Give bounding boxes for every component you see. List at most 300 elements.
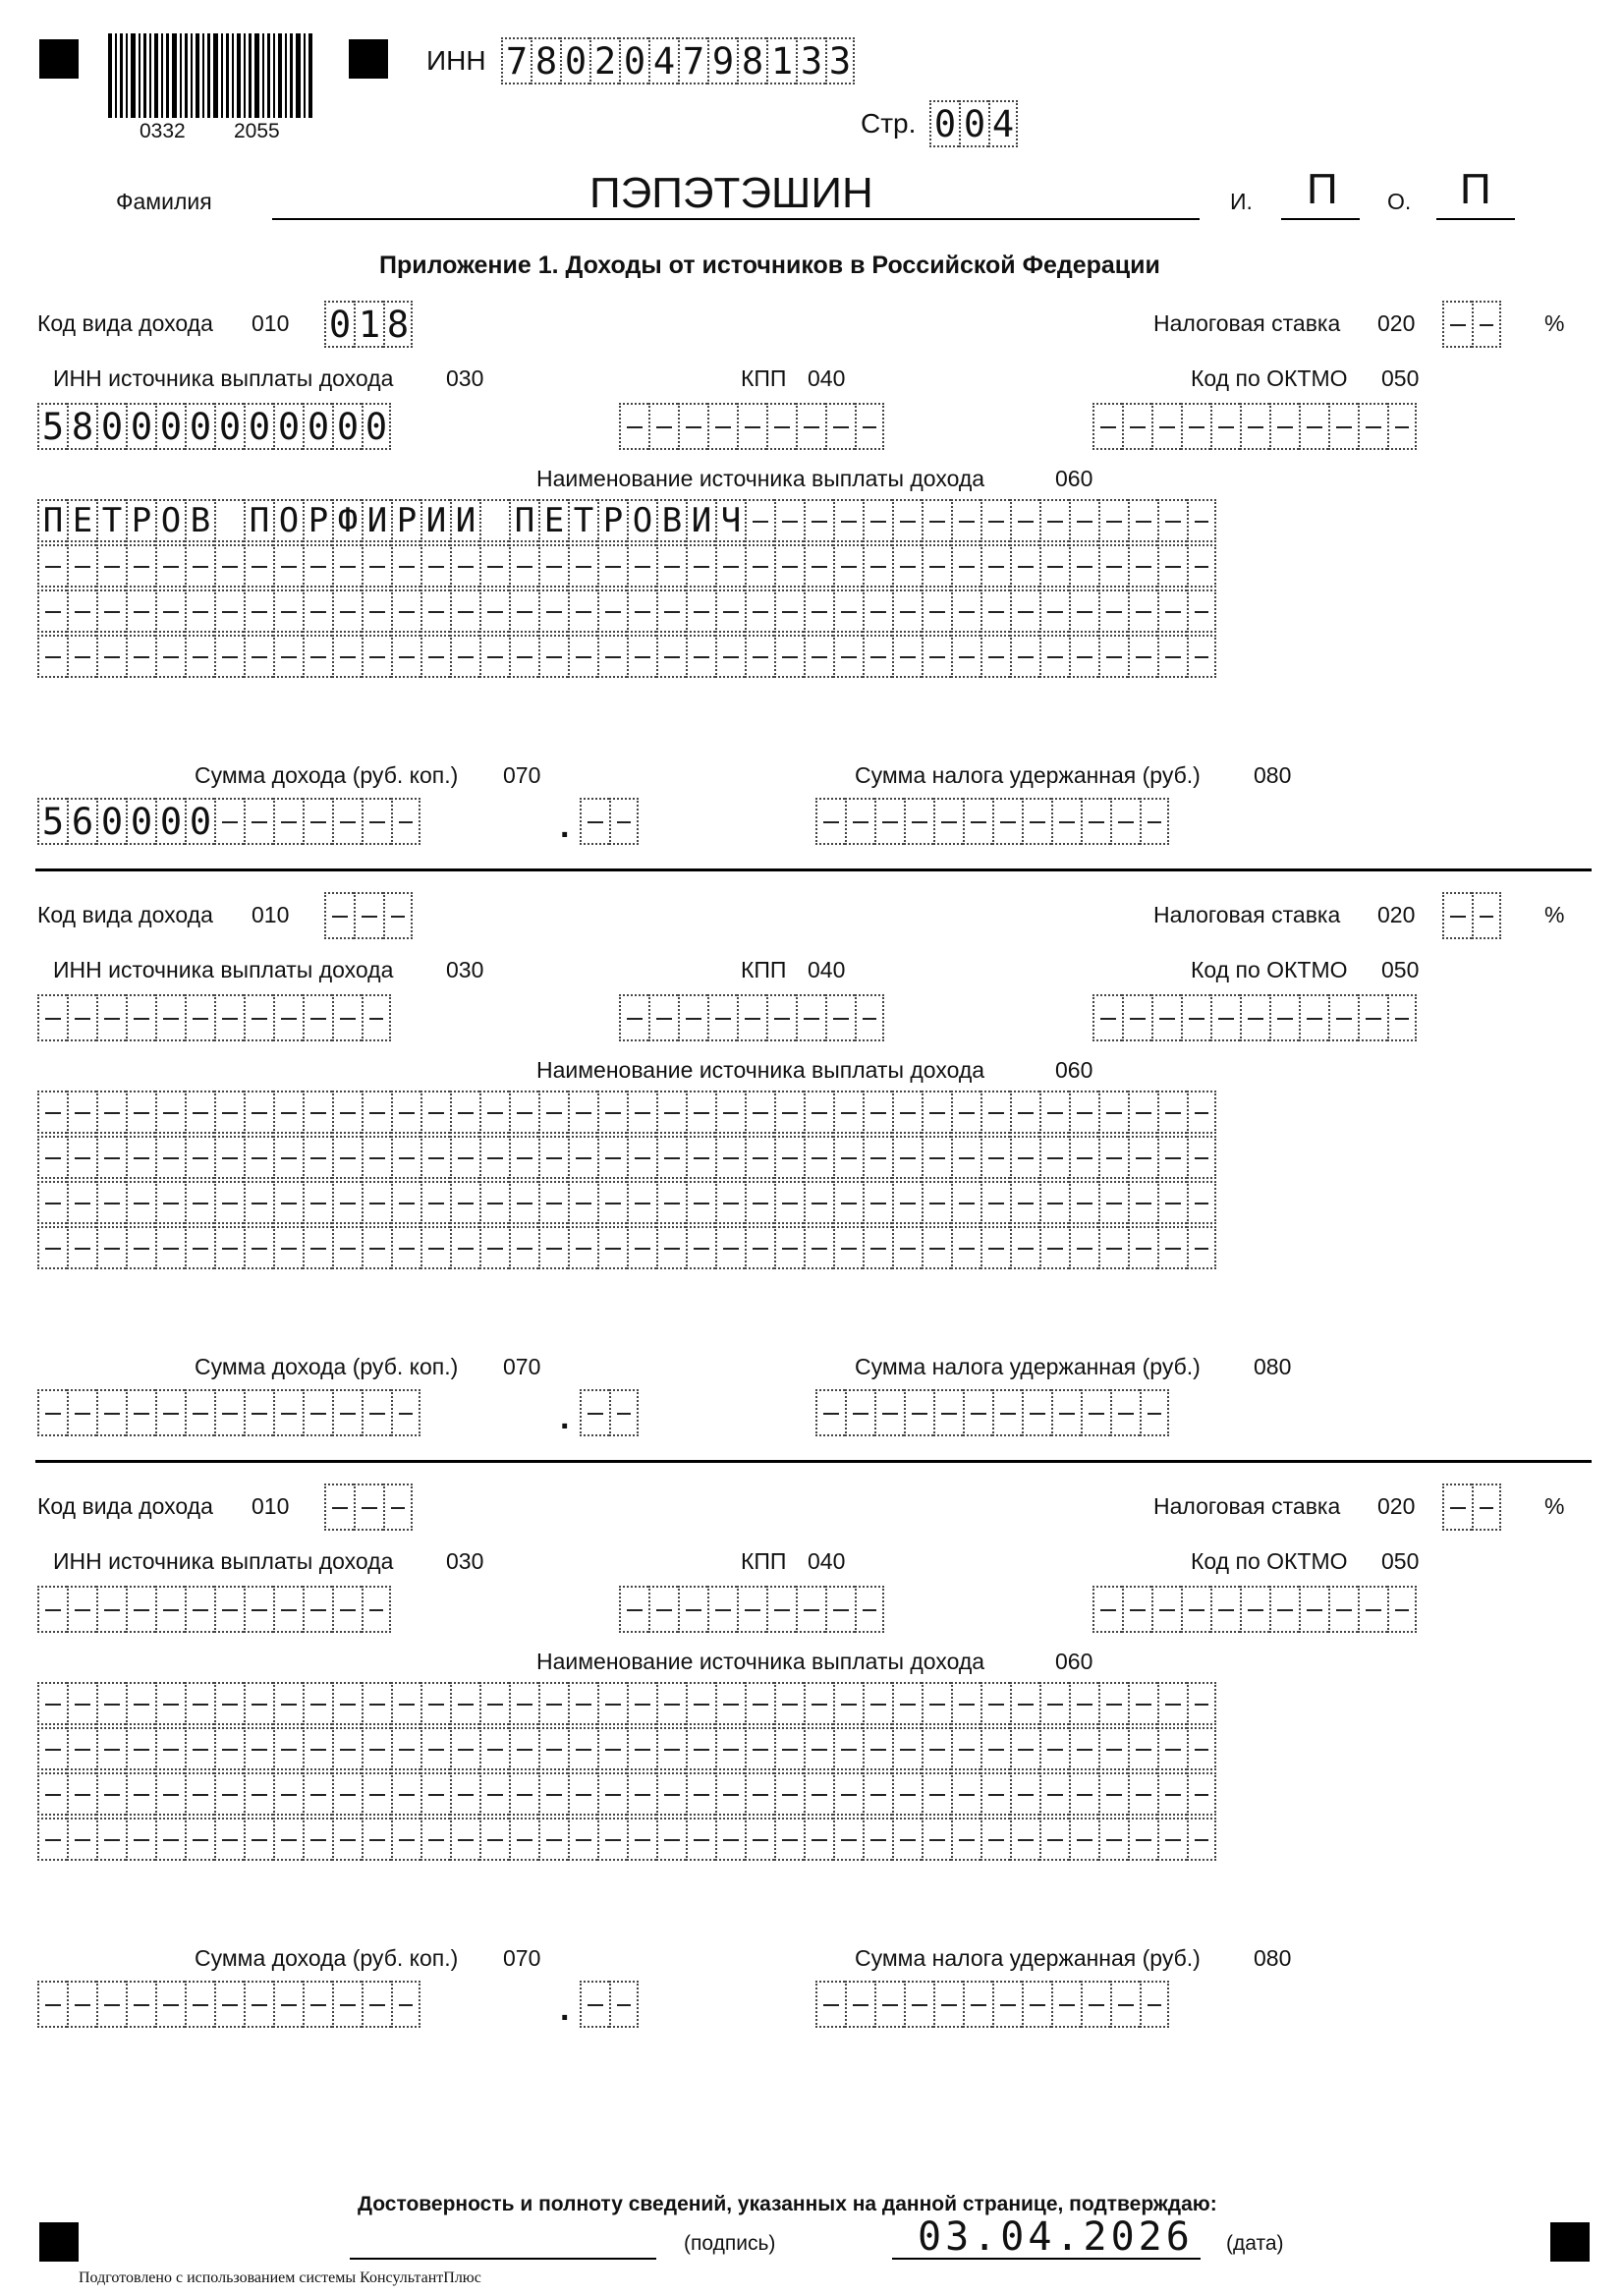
char-cell[interactable]	[737, 994, 766, 1041]
char-cell[interactable]	[1069, 1181, 1098, 1224]
block-1-source-inn-field[interactable]	[37, 403, 391, 450]
char-cell[interactable]	[1039, 499, 1069, 542]
char-cell[interactable]	[678, 1586, 707, 1633]
char-cell[interactable]	[715, 1181, 745, 1224]
char-cell[interactable]	[863, 1772, 892, 1816]
char-cell[interactable]	[214, 1772, 244, 1816]
char-cell[interactable]	[715, 544, 745, 588]
char-cell[interactable]	[1157, 1226, 1187, 1269]
char-cell[interactable]	[892, 635, 922, 678]
char-cell[interactable]	[1187, 1226, 1216, 1269]
char-cell[interactable]	[686, 1226, 715, 1269]
char-cell[interactable]	[332, 1682, 362, 1725]
char-cell[interactable]	[1128, 499, 1157, 542]
char-cell[interactable]	[980, 635, 1010, 678]
char-cell[interactable]	[96, 1682, 126, 1725]
char-cell[interactable]	[214, 1727, 244, 1770]
char-cell[interactable]	[833, 1727, 863, 1770]
char-cell[interactable]	[479, 635, 509, 678]
char-cell[interactable]	[273, 1389, 303, 1436]
char-cell[interactable]	[450, 1136, 479, 1179]
char-cell[interactable]	[214, 798, 244, 845]
char-cell[interactable]: 0	[185, 403, 214, 450]
char-cell[interactable]	[1387, 1586, 1417, 1633]
char-cell[interactable]	[126, 1136, 155, 1179]
char-cell[interactable]	[244, 1727, 273, 1770]
char-cell[interactable]	[303, 1818, 332, 1861]
char-cell[interactable]	[244, 1136, 273, 1179]
char-cell[interactable]	[214, 589, 244, 633]
char-cell[interactable]	[904, 1389, 933, 1436]
char-cell[interactable]	[1157, 544, 1187, 588]
char-cell[interactable]	[1069, 589, 1098, 633]
char-cell[interactable]	[951, 1682, 980, 1725]
char-cell[interactable]	[922, 1136, 951, 1179]
char-cell[interactable]	[538, 635, 568, 678]
char-cell[interactable]	[922, 1772, 951, 1816]
char-cell[interactable]	[863, 499, 892, 542]
char-cell[interactable]	[155, 1136, 185, 1179]
char-cell[interactable]	[568, 1136, 597, 1179]
char-cell[interactable]	[715, 1226, 745, 1269]
char-cell[interactable]	[1010, 1727, 1039, 1770]
char-cell[interactable]	[656, 1226, 686, 1269]
char-cell[interactable]	[904, 798, 933, 845]
char-cell[interactable]	[1157, 1181, 1187, 1224]
char-cell[interactable]	[450, 1772, 479, 1816]
char-cell[interactable]	[96, 1226, 126, 1269]
char-cell[interactable]	[922, 1727, 951, 1770]
char-cell[interactable]	[1069, 1727, 1098, 1770]
char-cell[interactable]	[1010, 499, 1039, 542]
char-cell[interactable]: 0	[332, 403, 362, 450]
char-cell[interactable]	[538, 1181, 568, 1224]
char-cell[interactable]: 0	[126, 403, 155, 450]
char-cell[interactable]	[863, 1727, 892, 1770]
char-cell[interactable]	[214, 1682, 244, 1725]
char-cell[interactable]	[67, 1389, 96, 1436]
char-cell[interactable]: 1	[354, 301, 383, 348]
char-cell[interactable]	[833, 1682, 863, 1725]
char-cell[interactable]	[1442, 301, 1472, 348]
char-cell[interactable]	[863, 1091, 892, 1134]
char-cell[interactable]	[656, 1091, 686, 1134]
char-cell[interactable]	[303, 1682, 332, 1725]
char-cell[interactable]	[67, 589, 96, 633]
char-cell[interactable]	[963, 798, 992, 845]
char-cell[interactable]	[796, 994, 825, 1041]
char-cell[interactable]	[1187, 1727, 1216, 1770]
char-cell[interactable]	[715, 1772, 745, 1816]
char-cell[interactable]	[1098, 1136, 1128, 1179]
char-cell[interactable]	[126, 1981, 155, 2028]
char-cell[interactable]	[37, 1226, 67, 1269]
char-cell[interactable]	[37, 635, 67, 678]
char-cell[interactable]	[597, 589, 627, 633]
char-cell[interactable]	[1098, 1772, 1128, 1816]
char-cell[interactable]	[185, 1226, 214, 1269]
char-cell[interactable]: 0	[273, 403, 303, 450]
char-cell[interactable]	[509, 1772, 538, 1816]
char-cell[interactable]	[509, 1818, 538, 1861]
char-cell[interactable]	[1299, 1586, 1328, 1633]
char-cell[interactable]	[1157, 1818, 1187, 1861]
char-cell[interactable]	[686, 1818, 715, 1861]
char-cell[interactable]: 0	[96, 403, 126, 450]
char-cell[interactable]	[420, 1226, 450, 1269]
block-3-source-name-line-1[interactable]	[37, 1682, 1216, 1725]
char-cell[interactable]: И	[686, 499, 715, 542]
block-3-source-inn-field[interactable]	[37, 1586, 391, 1633]
char-cell[interactable]	[1022, 1981, 1051, 2028]
char-cell[interactable]	[597, 1181, 627, 1224]
char-cell[interactable]	[214, 1181, 244, 1224]
char-cell[interactable]	[815, 1981, 845, 2028]
char-cell[interactable]	[892, 499, 922, 542]
char-cell[interactable]	[273, 994, 303, 1041]
char-cell[interactable]	[538, 589, 568, 633]
char-cell[interactable]	[509, 1181, 538, 1224]
char-cell[interactable]	[303, 589, 332, 633]
char-cell[interactable]	[1328, 994, 1358, 1041]
char-cell[interactable]: П	[37, 499, 67, 542]
char-cell[interactable]	[597, 1091, 627, 1134]
char-cell[interactable]	[538, 1226, 568, 1269]
char-cell[interactable]	[1210, 994, 1240, 1041]
char-cell[interactable]	[804, 1226, 833, 1269]
char-cell[interactable]	[980, 1136, 1010, 1179]
char-cell[interactable]	[892, 589, 922, 633]
char-cell[interactable]	[332, 1091, 362, 1134]
char-cell[interactable]	[324, 1484, 354, 1531]
char-cell[interactable]: В	[656, 499, 686, 542]
char-cell[interactable]: Т	[568, 499, 597, 542]
char-cell[interactable]	[774, 544, 804, 588]
char-cell[interactable]	[597, 1727, 627, 1770]
char-cell[interactable]	[766, 403, 796, 450]
char-cell[interactable]	[214, 1981, 244, 2028]
char-cell[interactable]: 8	[383, 301, 413, 348]
block-3-oktmo-field[interactable]	[1092, 1586, 1417, 1633]
char-cell[interactable]	[597, 1818, 627, 1861]
block-3-source-name-line-4[interactable]	[37, 1818, 1216, 1861]
char-cell[interactable]	[509, 1727, 538, 1770]
char-cell[interactable]	[1010, 1136, 1039, 1179]
char-cell[interactable]: 0	[214, 403, 244, 450]
block-2-income-rub-field[interactable]	[37, 1389, 420, 1436]
char-cell[interactable]	[745, 589, 774, 633]
char-cell[interactable]	[1081, 798, 1110, 845]
char-cell[interactable]: Р	[391, 499, 420, 542]
char-cell[interactable]	[1472, 301, 1501, 348]
char-cell[interactable]	[126, 544, 155, 588]
char-cell[interactable]	[963, 1981, 992, 2028]
char-cell[interactable]	[686, 1682, 715, 1725]
char-cell[interactable]	[874, 1981, 904, 2028]
char-cell[interactable]	[155, 994, 185, 1041]
char-cell[interactable]	[1098, 1091, 1128, 1134]
char-cell[interactable]	[362, 1772, 391, 1816]
char-cell[interactable]	[383, 1484, 413, 1531]
char-cell[interactable]	[1122, 1586, 1151, 1633]
char-cell[interactable]	[332, 1586, 362, 1633]
char-cell[interactable]	[1328, 1586, 1358, 1633]
char-cell[interactable]	[686, 589, 715, 633]
char-cell[interactable]	[951, 1226, 980, 1269]
char-cell[interactable]	[656, 589, 686, 633]
block-1-income-kop-field[interactable]	[580, 798, 639, 845]
char-cell[interactable]	[980, 1181, 1010, 1224]
char-cell[interactable]	[1328, 403, 1358, 450]
char-cell[interactable]	[37, 544, 67, 588]
char-cell[interactable]	[67, 1586, 96, 1633]
char-cell[interactable]	[568, 1181, 597, 1224]
block-3-income-kop-field[interactable]	[580, 1981, 639, 2028]
char-cell[interactable]	[479, 1226, 509, 1269]
signature-line[interactable]	[350, 2258, 656, 2260]
char-cell[interactable]	[1010, 1818, 1039, 1861]
char-cell[interactable]	[391, 1772, 420, 1816]
char-cell[interactable]	[479, 1727, 509, 1770]
char-cell[interactable]	[627, 1181, 656, 1224]
char-cell[interactable]	[1051, 798, 1081, 845]
char-cell[interactable]	[656, 1682, 686, 1725]
char-cell[interactable]	[450, 1818, 479, 1861]
char-cell[interactable]	[185, 1727, 214, 1770]
char-cell[interactable]	[391, 1181, 420, 1224]
char-cell[interactable]	[126, 1586, 155, 1633]
char-cell[interactable]	[951, 1772, 980, 1816]
char-cell[interactable]	[37, 1682, 67, 1725]
char-cell[interactable]	[391, 635, 420, 678]
char-cell[interactable]	[303, 1586, 332, 1633]
char-cell[interactable]	[892, 1682, 922, 1725]
char-cell[interactable]	[568, 1818, 597, 1861]
char-cell[interactable]: И	[450, 499, 479, 542]
char-cell[interactable]	[597, 544, 627, 588]
char-cell[interactable]	[273, 1682, 303, 1725]
char-cell[interactable]	[1039, 1772, 1069, 1816]
char-cell[interactable]	[67, 1772, 96, 1816]
char-cell[interactable]	[450, 1682, 479, 1725]
char-cell[interactable]	[627, 1682, 656, 1725]
char-cell[interactable]	[1128, 1181, 1157, 1224]
char-cell[interactable]	[580, 1981, 609, 2028]
char-cell[interactable]	[1358, 403, 1387, 450]
char-cell[interactable]	[1039, 544, 1069, 588]
char-cell[interactable]	[627, 1091, 656, 1134]
char-cell[interactable]	[244, 544, 273, 588]
char-cell[interactable]	[37, 994, 67, 1041]
char-cell[interactable]	[126, 589, 155, 633]
char-cell[interactable]	[214, 499, 244, 542]
char-cell[interactable]	[825, 403, 855, 450]
char-cell[interactable]	[648, 403, 678, 450]
char-cell[interactable]	[815, 1389, 845, 1436]
char-cell[interactable]	[1010, 589, 1039, 633]
char-cell[interactable]	[951, 1136, 980, 1179]
char-cell[interactable]	[1442, 892, 1472, 939]
block-2-oktmo-field[interactable]	[1092, 994, 1417, 1041]
char-cell[interactable]	[804, 1772, 833, 1816]
char-cell[interactable]	[1128, 1727, 1157, 1770]
char-cell[interactable]	[1069, 499, 1098, 542]
char-cell[interactable]	[155, 544, 185, 588]
char-cell[interactable]: 0	[244, 403, 273, 450]
char-cell[interactable]	[1157, 1727, 1187, 1770]
char-cell[interactable]	[362, 1181, 391, 1224]
char-cell[interactable]	[214, 1226, 244, 1269]
char-cell[interactable]: 8	[67, 403, 96, 450]
char-cell[interactable]	[479, 544, 509, 588]
char-cell[interactable]	[1110, 798, 1140, 845]
char-cell[interactable]: 1	[766, 37, 796, 84]
char-cell[interactable]	[1358, 994, 1387, 1041]
char-cell[interactable]	[37, 1772, 67, 1816]
char-cell[interactable]	[1128, 1091, 1157, 1134]
char-cell[interactable]	[980, 1682, 1010, 1725]
char-cell[interactable]	[825, 994, 855, 1041]
char-cell[interactable]	[1039, 1226, 1069, 1269]
char-cell[interactable]	[303, 1091, 332, 1134]
char-cell[interactable]	[892, 1181, 922, 1224]
char-cell[interactable]	[1098, 1727, 1128, 1770]
char-cell[interactable]	[1140, 1981, 1169, 2028]
char-cell[interactable]	[185, 994, 214, 1041]
char-cell[interactable]	[1442, 1484, 1472, 1531]
char-cell[interactable]	[450, 589, 479, 633]
char-cell[interactable]	[1010, 1091, 1039, 1134]
char-cell[interactable]	[37, 1091, 67, 1134]
char-cell[interactable]	[362, 1226, 391, 1269]
char-cell[interactable]	[707, 994, 737, 1041]
char-cell[interactable]	[686, 1091, 715, 1134]
char-cell[interactable]	[362, 1727, 391, 1770]
char-cell[interactable]	[273, 1727, 303, 1770]
char-cell[interactable]	[450, 635, 479, 678]
char-cell[interactable]	[126, 1091, 155, 1134]
block-3-source-name-line-2[interactable]	[37, 1727, 1216, 1770]
block-1-tax-rate-field[interactable]	[1442, 301, 1501, 348]
block-3-tax-withheld-field[interactable]	[815, 1981, 1169, 2028]
char-cell[interactable]	[420, 1818, 450, 1861]
char-cell[interactable]	[992, 1389, 1022, 1436]
char-cell[interactable]	[804, 1136, 833, 1179]
block-1-kpp-field[interactable]	[619, 403, 884, 450]
char-cell[interactable]	[1157, 1682, 1187, 1725]
char-cell[interactable]	[479, 1772, 509, 1816]
char-cell[interactable]	[37, 1727, 67, 1770]
char-cell[interactable]: 4	[988, 100, 1018, 147]
char-cell[interactable]	[96, 1772, 126, 1816]
char-cell[interactable]	[1069, 1818, 1098, 1861]
char-cell[interactable]: 7	[678, 37, 707, 84]
char-cell[interactable]	[568, 1682, 597, 1725]
char-cell[interactable]	[980, 1226, 1010, 1269]
char-cell[interactable]: 0	[185, 798, 214, 845]
char-cell[interactable]	[96, 1136, 126, 1179]
char-cell[interactable]	[1240, 403, 1269, 450]
char-cell[interactable]	[951, 1818, 980, 1861]
char-cell[interactable]	[745, 544, 774, 588]
char-cell[interactable]	[892, 1136, 922, 1179]
char-cell[interactable]	[766, 1586, 796, 1633]
char-cell[interactable]	[354, 1484, 383, 1531]
char-cell[interactable]	[420, 1136, 450, 1179]
char-cell[interactable]	[815, 798, 845, 845]
char-cell[interactable]	[1151, 994, 1181, 1041]
char-cell[interactable]: И	[420, 499, 450, 542]
char-cell[interactable]	[273, 635, 303, 678]
char-cell[interactable]	[707, 403, 737, 450]
char-cell[interactable]	[126, 1772, 155, 1816]
char-cell[interactable]	[96, 1818, 126, 1861]
date-value[interactable]: 03.04.2026	[918, 2214, 1194, 2260]
char-cell[interactable]	[1181, 403, 1210, 450]
char-cell[interactable]	[362, 798, 391, 845]
char-cell[interactable]	[863, 1818, 892, 1861]
char-cell[interactable]	[933, 1389, 963, 1436]
char-cell[interactable]	[67, 1091, 96, 1134]
char-cell[interactable]	[155, 1091, 185, 1134]
char-cell[interactable]	[509, 1226, 538, 1269]
char-cell[interactable]	[774, 1818, 804, 1861]
char-cell[interactable]	[656, 544, 686, 588]
char-cell[interactable]	[96, 1586, 126, 1633]
char-cell[interactable]	[332, 798, 362, 845]
char-cell[interactable]	[1122, 994, 1151, 1041]
char-cell[interactable]	[1187, 1818, 1216, 1861]
char-cell[interactable]	[774, 589, 804, 633]
block-3-kpp-field[interactable]	[619, 1586, 884, 1633]
char-cell[interactable]	[538, 544, 568, 588]
char-cell[interactable]	[450, 1226, 479, 1269]
char-cell[interactable]	[686, 635, 715, 678]
char-cell[interactable]	[833, 1226, 863, 1269]
char-cell[interactable]	[420, 1181, 450, 1224]
char-cell[interactable]	[126, 994, 155, 1041]
char-cell[interactable]	[745, 1818, 774, 1861]
char-cell[interactable]	[67, 1181, 96, 1224]
char-cell[interactable]	[804, 1727, 833, 1770]
char-cell[interactable]	[96, 1389, 126, 1436]
char-cell[interactable]	[1157, 635, 1187, 678]
char-cell[interactable]	[67, 635, 96, 678]
char-cell[interactable]	[1039, 1818, 1069, 1861]
char-cell[interactable]	[804, 1682, 833, 1725]
char-cell[interactable]	[479, 1181, 509, 1224]
char-cell[interactable]: 6	[67, 798, 96, 845]
char-cell[interactable]	[737, 1586, 766, 1633]
char-cell[interactable]: Ф	[332, 499, 362, 542]
char-cell[interactable]	[244, 1389, 273, 1436]
char-cell[interactable]	[833, 1818, 863, 1861]
char-cell[interactable]	[904, 1981, 933, 2028]
char-cell[interactable]	[922, 1091, 951, 1134]
char-cell[interactable]	[303, 1772, 332, 1816]
char-cell[interactable]	[509, 635, 538, 678]
char-cell[interactable]	[391, 1682, 420, 1725]
char-cell[interactable]	[774, 1772, 804, 1816]
char-cell[interactable]	[67, 1136, 96, 1179]
char-cell[interactable]	[863, 1181, 892, 1224]
char-cell[interactable]	[745, 1772, 774, 1816]
char-cell[interactable]	[479, 1091, 509, 1134]
page-number-field[interactable]	[929, 100, 1018, 147]
char-cell[interactable]	[67, 994, 96, 1041]
char-cell[interactable]	[479, 1818, 509, 1861]
char-cell[interactable]	[332, 1226, 362, 1269]
